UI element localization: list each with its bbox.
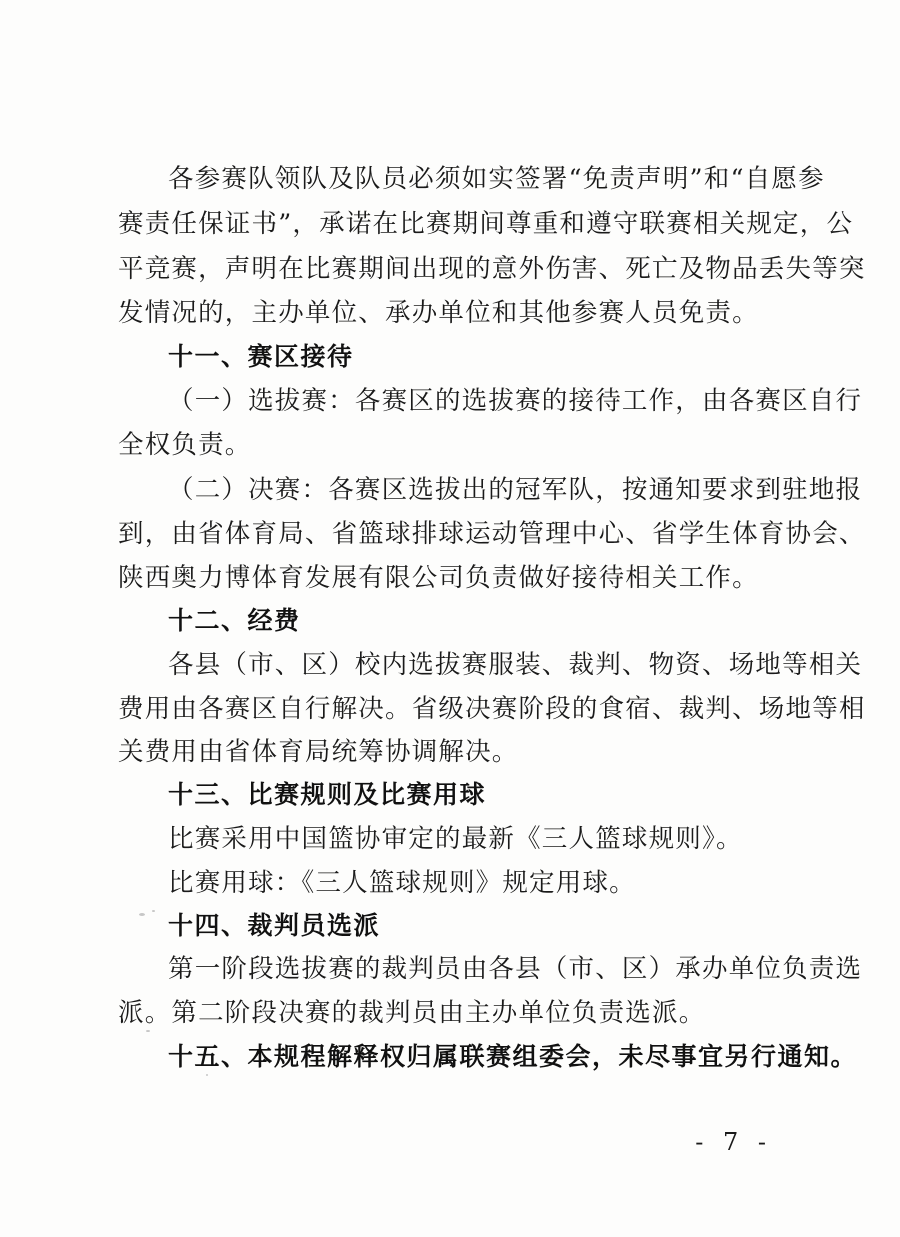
paragraph-line: （二）决赛：各赛区选拔出的冠军队，按通知要求到驻地报	[168, 475, 863, 505]
paragraph-line: 各参赛队领队及队员必须如实签署“免责声明”和“自愿参	[168, 164, 825, 194]
section-heading-13: 十三、比赛规则及比赛用球	[168, 780, 487, 809]
section-heading-14: 十四、裁判员选派	[168, 911, 381, 940]
paragraph-line: 比赛用球：《三人篮球规则》规定用球。	[168, 868, 636, 898]
paragraph-line: 比赛采用中国篮协审定的最新《三人篮球规则》。	[168, 824, 743, 854]
paragraph-line: 到，由省体育局、省篮球排球运动管理中心、省学生体育协会、	[118, 519, 866, 549]
scan-speck	[139, 913, 145, 916]
paragraph-line: （一）选拔赛：各赛区的选拔赛的接待工作，由各赛区自行	[168, 386, 863, 416]
paragraph-line: 发情况的，主办单位、承办单位和其他参赛人员免责。	[118, 298, 759, 328]
paragraph-line: 第一阶段选拔赛的裁判员由各县（市、区）承办单位负责选	[168, 954, 863, 984]
section-heading-15: 十五、本规程解释权归属联赛组委会，未尽事宜另行通知。	[168, 1042, 858, 1071]
paragraph-line: 平竞赛，声明在比赛期间出现的意外伤害、死亡及物品丢失等突	[118, 254, 866, 284]
section-heading-11: 十一、赛区接待	[168, 342, 354, 371]
section-heading-12: 十二、经费	[168, 606, 301, 635]
paragraph-line: 赛责任保证书”，承诺在比赛期间尊重和遵守联赛相关规定，公	[118, 209, 854, 239]
paragraph-line: 费用由各赛区自行解决。省级决赛阶段的食宿、裁判、场地等相	[118, 694, 866, 724]
paragraph-line: 关费用由省体育局统筹协调解决。	[118, 737, 519, 767]
paragraph-line: 派。第二阶段决赛的裁判员由主办单位负责选派。	[118, 998, 706, 1028]
paragraph-line: 全权负责。	[118, 430, 252, 460]
paragraph-line: 各县（市、区）校内选拔赛服装、裁判、物资、场地等相关	[168, 650, 863, 680]
page-number: - 7 -	[695, 1128, 772, 1156]
scan-speck	[146, 1030, 150, 1032]
paragraph-line: 陕西奥力博体育发展有限公司负责做好接待相关工作。	[118, 563, 759, 593]
scan-speck	[206, 1074, 208, 1076]
scan-speck	[152, 910, 155, 912]
